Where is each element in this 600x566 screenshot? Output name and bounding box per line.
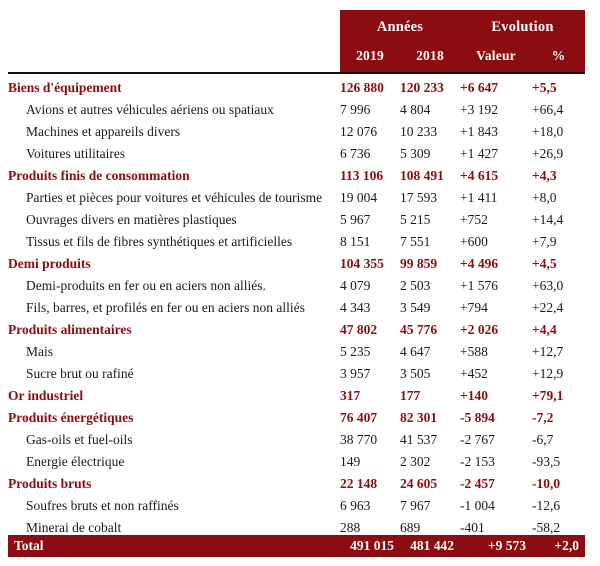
row-value-2019: 104 355 (340, 256, 384, 271)
row-value-valeur: -2 153 (460, 454, 495, 469)
row-value-pct: +79,1 (532, 388, 564, 403)
total-2019: 491 015 (350, 538, 394, 553)
header-rule (8, 72, 585, 74)
row-value-valeur: -401 (460, 520, 485, 535)
row-value-pct: +66,4 (532, 102, 564, 117)
row-value-2019: 22 148 (340, 476, 378, 491)
table-row (8, 319, 585, 341)
row-value-valeur: +140 (460, 388, 488, 403)
row-value-valeur: +1 427 (460, 146, 498, 161)
row-value-2018: 24 605 (400, 476, 438, 491)
table-row (8, 77, 585, 99)
row-value-2018: 7 551 (400, 234, 431, 249)
row-value-2018: 17 593 (400, 190, 438, 205)
row-value-2018: 45 776 (400, 322, 438, 337)
row-value-2019: 7 996 (340, 102, 371, 117)
table-row (8, 297, 585, 319)
row-value-valeur: +1 576 (460, 278, 498, 293)
table-row (8, 341, 585, 363)
row-value-valeur: +794 (460, 300, 488, 315)
row-value-pct: +12,9 (532, 366, 564, 381)
row-value-valeur: +452 (460, 366, 488, 381)
header-col-2018: 2018 (416, 48, 444, 63)
row-value-valeur: -1 004 (460, 498, 495, 513)
row-item-label: Gas-oils et fuel-oils (26, 432, 133, 447)
table-row (8, 231, 585, 253)
row-value-valeur: +752 (460, 212, 488, 227)
row-value-pct: -7,2 (532, 410, 554, 425)
row-value-2018: 689 (400, 520, 421, 535)
header-col-valeur: Valeur (476, 48, 516, 63)
row-item-label: Tissus et fils de fibres synthétiques et artificielles (26, 234, 293, 249)
table-row (8, 363, 585, 385)
row-value-valeur: -5 894 (460, 410, 495, 425)
row-value-2018: 4 804 (400, 102, 431, 117)
row-item-label: Voitures utilitaires (26, 146, 126, 161)
table-row (8, 451, 585, 473)
row-category-label: Demi produits (8, 256, 91, 271)
total-row (8, 535, 585, 557)
table-row (8, 495, 585, 517)
table-row (8, 165, 585, 187)
row-value-2019: 8 151 (340, 234, 371, 249)
row-category-label: Produits énergétiques (8, 410, 134, 425)
row-value-pct: +4,5 (532, 256, 557, 271)
header-col-percent: % (551, 48, 566, 63)
row-item-label: Mais (26, 344, 53, 359)
row-value-pct: -93,5 (532, 454, 561, 469)
row-value-2018: 2 302 (400, 454, 431, 469)
row-value-valeur: -2 457 (460, 476, 495, 491)
row-item-label: Energie électrique (26, 454, 125, 469)
row-value-valeur: +1 411 (460, 190, 498, 205)
header-group-evolution: Evolution (491, 19, 554, 35)
row-value-valeur: +4 496 (460, 256, 499, 271)
row-value-2019: 6 963 (340, 498, 371, 513)
data-table (8, 77, 585, 539)
row-value-2019: 113 106 (340, 168, 384, 183)
header-col-2019: 2019 (356, 48, 384, 63)
table-row (8, 187, 585, 209)
row-value-2019: 47 802 (340, 322, 378, 337)
table-row (8, 275, 585, 297)
row-item-label: Machines et appareils divers (26, 124, 181, 139)
row-value-2018: 7 967 (400, 498, 431, 513)
total-label: Total (14, 538, 44, 553)
total-valeur: +9 573 (487, 538, 526, 553)
header-group-annees: Années (376, 19, 424, 35)
row-value-valeur: +600 (460, 234, 488, 249)
row-item-label: Soufres bruts et non raffinés (26, 498, 179, 513)
row-value-2019: 288 (340, 520, 361, 535)
total-2018: 481 442 (410, 538, 454, 553)
row-value-pct: -12,6 (532, 498, 561, 513)
row-value-2019: 149 (340, 454, 361, 469)
row-value-2019: 4 343 (340, 300, 371, 315)
total-pct: +2,0 (554, 538, 579, 553)
row-value-valeur: -2 767 (460, 432, 495, 447)
row-value-2018: 108 491 (400, 168, 444, 183)
row-value-pct: -6,7 (532, 432, 554, 447)
table-row (8, 473, 585, 495)
row-value-pct: +8,0 (532, 190, 557, 205)
table-row (8, 209, 585, 231)
row-value-valeur: +2 026 (460, 322, 499, 337)
row-value-pct: +4,3 (532, 168, 557, 183)
table-row (8, 253, 585, 275)
row-value-valeur: +3 192 (460, 102, 498, 117)
row-value-pct: -58,2 (532, 520, 561, 535)
table-row (8, 407, 585, 429)
row-value-2019: 76 407 (340, 410, 378, 425)
row-value-2018: 5 309 (400, 146, 431, 161)
row-item-label: Sucre brut ou rafiné (26, 366, 134, 381)
row-item-label: Minerai de cobalt (26, 520, 122, 535)
table-body (8, 77, 585, 539)
table-row (8, 121, 585, 143)
row-value-pct: +7,9 (532, 234, 557, 249)
row-value-2019: 3 957 (340, 366, 371, 381)
row-value-2019: 12 076 (340, 124, 378, 139)
row-value-2019: 6 736 (340, 146, 371, 161)
row-value-pct: +18,0 (532, 124, 564, 139)
row-category-label: Biens d'équipement (8, 80, 122, 95)
row-value-2019: 126 880 (340, 80, 384, 95)
row-value-pct: +14,4 (532, 212, 564, 227)
table-row (8, 99, 585, 121)
row-value-2019: 19 004 (340, 190, 378, 205)
row-value-valeur: +4 615 (460, 168, 499, 183)
row-value-2018: 82 301 (400, 410, 438, 425)
table-row (8, 143, 585, 165)
header-column-row (340, 42, 585, 70)
row-value-2018: 99 859 (400, 256, 438, 271)
row-item-label: Parties et pièces pour voitures et véhicules de tourisme (26, 190, 323, 205)
row-value-valeur: +6 647 (460, 80, 499, 95)
table-row (8, 429, 585, 451)
row-value-2019: 38 770 (340, 432, 378, 447)
row-value-2018: 177 (400, 388, 421, 403)
row-value-2019: 4 079 (340, 278, 371, 293)
row-value-2018: 5 215 (400, 212, 431, 227)
row-item-label: Fils, barres, et profilés en fer ou en aciers non alliés (26, 300, 305, 315)
row-value-pct: +63,0 (532, 278, 564, 293)
table-row (8, 385, 585, 407)
row-value-2018: 3 505 (400, 366, 431, 381)
header-group-row (340, 14, 585, 41)
row-value-valeur: +588 (460, 344, 488, 359)
row-value-2018: 41 537 (400, 432, 438, 447)
row-value-pct: +22,4 (532, 300, 564, 315)
row-item-label: Demi-produits en fer ou en aciers non alliés. (26, 278, 266, 293)
row-value-2019: 5 967 (340, 212, 371, 227)
row-value-pct: +5,5 (532, 80, 557, 95)
row-item-label: Avions et autres véhicules aériens ou spatiaux (26, 102, 274, 117)
row-value-2018: 4 647 (400, 344, 431, 359)
row-item-label: Ouvrages divers en matières plastiques (26, 212, 237, 227)
row-value-2018: 10 233 (400, 124, 438, 139)
row-category-label: Produits bruts (8, 476, 92, 491)
row-value-2019: 5 235 (340, 344, 371, 359)
row-category-label: Or industriel (8, 388, 84, 403)
row-value-2018: 2 503 (400, 278, 431, 293)
row-value-2019: 317 (340, 388, 361, 403)
row-value-pct: -10,0 (532, 476, 561, 491)
table-header-band (340, 10, 585, 72)
row-value-pct: +26,9 (532, 146, 564, 161)
row-value-pct: +12,7 (532, 344, 564, 359)
row-value-2018: 120 233 (400, 80, 444, 95)
row-value-pct: +4,4 (532, 322, 557, 337)
row-value-2018: 3 549 (400, 300, 431, 315)
row-category-label: Produits finis de consommation (8, 168, 190, 183)
row-category-label: Produits alimentaires (8, 322, 132, 337)
row-value-valeur: +1 843 (460, 124, 498, 139)
